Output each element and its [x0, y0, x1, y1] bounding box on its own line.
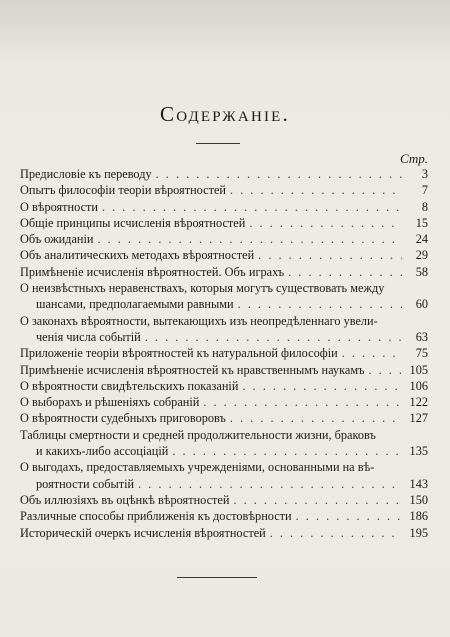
dot-leader: [238, 296, 402, 312]
toc-entry-title: ченія числа событій: [36, 329, 141, 344]
toc-entry-title: Объ ожиданіи: [20, 232, 94, 247]
dot-leader: [230, 182, 402, 198]
dot-leader: [97, 231, 402, 247]
toc-entry-title: Общіе принципы исчисленія вѣроятностей: [20, 215, 246, 230]
toc-entry: [20, 215, 428, 231]
toc-entry-title: Опытъ философіи теоріи вѣроятностей: [20, 183, 226, 198]
dot-leader: [242, 378, 402, 394]
toc-page-number: 143: [409, 476, 428, 491]
toc-entry: [20, 345, 428, 361]
toc-page-number: 195: [409, 525, 428, 540]
toc-entry-line: [20, 264, 428, 280]
toc-entry-line: [20, 345, 428, 361]
toc-entry: [20, 492, 428, 508]
toc-page-number: 105: [409, 362, 428, 377]
toc-entry-line: [20, 492, 428, 508]
toc-page-number: 24: [415, 232, 428, 247]
toc-entry-title: Объ иллюзіяхъ въ оцѣнкѣ вѣроятностей: [20, 492, 230, 507]
toc-page-number: 3: [421, 167, 428, 181]
toc-entry-title: Объ аналитическихъ методахъ вѣроятностей: [20, 248, 255, 263]
toc-entry-line: [20, 166, 428, 182]
dot-leader: [342, 345, 402, 361]
toc-page-number: 150: [409, 492, 428, 507]
toc-entry-line: [20, 296, 428, 312]
toc-entry-title: роятности событій: [36, 476, 135, 491]
toc-entry: [20, 313, 428, 346]
toc-page-number: 127: [409, 411, 428, 426]
dot-leader: [270, 525, 402, 541]
toc-entry-title-line: О законахъ вѣроятности, вытекающихъ изъ неопредѣленнаго увели-: [20, 313, 378, 328]
toc-page-number: 63: [415, 329, 428, 344]
toc-entry-line: [20, 199, 428, 215]
toc-entry-line: [20, 508, 428, 524]
dot-leader: [233, 492, 402, 508]
toc-entry-title: Предисловіе къ переводу: [20, 167, 152, 181]
toc-entry-title: О вѣроятности судебныхъ приговоровъ: [20, 411, 226, 426]
dot-leader: [230, 410, 402, 426]
toc-entry-line: [20, 410, 428, 426]
toc-page-number: 8: [421, 199, 428, 214]
toc-entry-line: [20, 329, 428, 345]
toc-entry-title-line: О выгодахъ, предоставляемыхъ учрежденіями, основанными на вѣ-: [20, 460, 375, 475]
toc-entry: [20, 264, 428, 280]
toc-entry-line: [20, 443, 428, 459]
dot-leader: [156, 166, 402, 182]
toc-page-number: 7: [421, 183, 428, 198]
toc-entry: [20, 378, 428, 394]
toc-page-number: 122: [409, 395, 428, 410]
toc-entry-title-line: Таблицы смертности и средней продолжительности жизни, браковъ: [20, 427, 376, 442]
dot-leader: [172, 443, 402, 459]
dot-leader: [249, 215, 402, 231]
toc-entry-title-line: О неизвѣстныхъ неравенствахъ, которыя могутъ существовать между: [20, 281, 385, 296]
toc-entry-title: О вѣроятности свидѣтельскихъ показаній: [20, 378, 239, 393]
toc-entry: [20, 508, 428, 524]
dot-leader: [145, 329, 402, 345]
toc-entry: [20, 459, 428, 492]
toc-entry-line: [20, 247, 428, 263]
bottom-divider: [177, 577, 257, 578]
toc-entry-title: О выборахъ и рѣшеніяхъ собраній: [20, 395, 200, 410]
toc-page-number: 106: [409, 378, 428, 393]
toc-entry: [20, 394, 428, 410]
toc-entry: [20, 280, 428, 313]
toc-entry-title: шансами, предполагаемыми равными: [36, 297, 234, 312]
toc-entry-title: Примѣненіе исчисленія вѣроятностей къ нравственнымъ наукамъ: [20, 362, 365, 377]
toc-entry-line: [20, 525, 428, 541]
dot-leader: [288, 264, 402, 280]
toc-page-number: 29: [415, 248, 428, 263]
toc-page-number: 75: [415, 346, 428, 361]
page-title: Содержаніе.: [159, 102, 290, 126]
toc-entry: [20, 182, 428, 198]
toc-entry: [20, 247, 428, 263]
toc-entry: [20, 166, 428, 182]
toc-entry-line: [20, 362, 428, 378]
toc-entry: [20, 199, 428, 215]
toc-entry: [20, 410, 428, 426]
toc-entry-line: [20, 215, 428, 231]
dot-leader: [296, 508, 402, 524]
toc-entry: [20, 525, 428, 541]
toc-entry-title: Историческій очеркъ исчисленія вѣроятностей: [20, 525, 266, 540]
toc-entry-line: [20, 476, 428, 492]
toc-entry-line: [20, 394, 428, 410]
page-column-header: Стр.: [400, 151, 428, 166]
toc-page-number: 60: [415, 297, 428, 312]
title-divider: [196, 143, 240, 144]
page-top-shadow: [0, 0, 450, 62]
dot-leader: [368, 362, 402, 378]
toc-entry: [20, 362, 428, 378]
toc-entry-line: [20, 378, 428, 394]
table-of-contents: [20, 166, 428, 541]
toc-entry-title: и какихъ-либо ассоціацій: [36, 444, 169, 459]
toc-entry: [20, 231, 428, 247]
toc-entry-line: [20, 231, 428, 247]
toc-entry-line: [20, 182, 428, 198]
dot-leader: [138, 476, 402, 492]
toc-entry-title: О вѣроятности: [20, 199, 98, 214]
toc-page-number: 135: [409, 444, 428, 459]
toc-entry-title: Примѣненіе исчисленія вѣроятностей. Объ играхъ: [20, 264, 285, 279]
toc-entry-title: Различные способы приближенія къ достовѣрности: [20, 509, 292, 524]
dot-leader: [203, 394, 402, 410]
toc-page-number: 58: [415, 264, 428, 279]
toc-entry-title: Приложеніе теоріи вѣроятностей къ натуральной философіи: [20, 346, 338, 361]
toc-page-number: 15: [415, 215, 428, 230]
dot-leader: [258, 247, 402, 263]
dot-leader: [102, 199, 402, 215]
toc-entry: [20, 427, 428, 460]
toc-page-number: 186: [409, 509, 428, 524]
